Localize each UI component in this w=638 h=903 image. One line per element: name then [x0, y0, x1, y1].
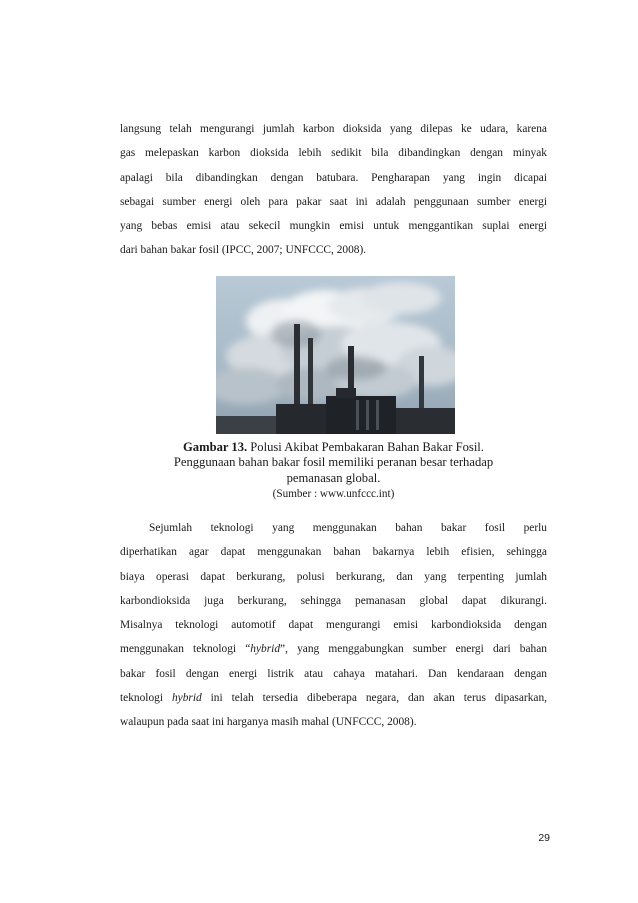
emphasis-hybrid: hybrid: [250, 643, 281, 656]
text-line: Misalnya teknologi automotif dapat mengurangi emisi karbondioksida dengan: [120, 619, 547, 632]
text-line: [120, 637, 547, 661]
text-line: [120, 686, 547, 710]
text-line: karbondioksida juga berkurang, sehingga pemanasan global dapat dikurangi.: [120, 594, 547, 607]
text-line: gas melepaskan karbon dioksida lebih sedikit bila dibandingkan dengan minyak: [120, 147, 547, 160]
text-line: dari bahan bakar fosil (IPCC, 2007; UNFCCC, 2008).: [120, 244, 367, 257]
text-line: sebagai sumber energi oleh para pakar saat ini adalah penggunaan sumber energi: [120, 195, 547, 208]
text-line: yang bebas emisi atau sekecil mungkin emisi untuk menggantikan suplai energi: [120, 220, 547, 233]
caption-title: Polusi Akibat Pembakaran Bahan Bakar Fosil.: [247, 440, 484, 454]
text-line: walaupun pada saat ini harganya masih mahal (UNFCCC, 2008).: [120, 716, 417, 729]
text-line: apalagi bila dibandingkan dengan batubara. Pengharapan yang ingin dicapai: [120, 171, 547, 184]
figure-caption: [120, 440, 547, 501]
text-line: langsung telah mengurangi jumlah karbon dioksida yang dilepas ke udara, karena: [120, 123, 547, 135]
text-line: bakar fosil dengan energi listrik atau cahaya matahari. Dan kendaraan dengan: [120, 667, 547, 680]
paragraph-1: [120, 117, 547, 263]
text-segment: ini telah tersedia dibeberapa negara, dan akan terus dipasarkan,: [201, 692, 547, 705]
page-number: 29: [538, 832, 550, 844]
text-segment: ”, yang menggabungkan sumber energi dari bahan: [280, 643, 548, 656]
text-line: biaya operasi dapat berkurang, polusi berkurang, dan yang terpenting jumlah: [120, 570, 547, 583]
text-segment: menggunakan teknologi “: [120, 643, 251, 656]
figure-pollution-photo: [216, 276, 455, 434]
text-segment: teknologi: [120, 692, 172, 705]
emphasis-hybrid: hybrid: [171, 692, 202, 705]
smokestack-pollution-photo-icon: [216, 276, 455, 434]
text-line: diperhatikan agar dapat menggunakan bahan bakarnya lebih efisien, sehingga: [120, 546, 547, 559]
caption-line-1: [120, 440, 547, 455]
caption-source: (Sumber : www.unfccc.int): [272, 488, 395, 501]
caption-line-3: pemanasan global.: [286, 470, 381, 485]
paragraph-2: [120, 516, 547, 735]
caption-line-2: Penggunaan bahan bakar fosil memiliki peranan besar terhadap: [173, 455, 494, 470]
caption-label: Gambar 13.: [183, 440, 248, 454]
text-line: Sejumlah teknologi yang menggunakan bahan bakar fosil perlu: [149, 522, 547, 534]
